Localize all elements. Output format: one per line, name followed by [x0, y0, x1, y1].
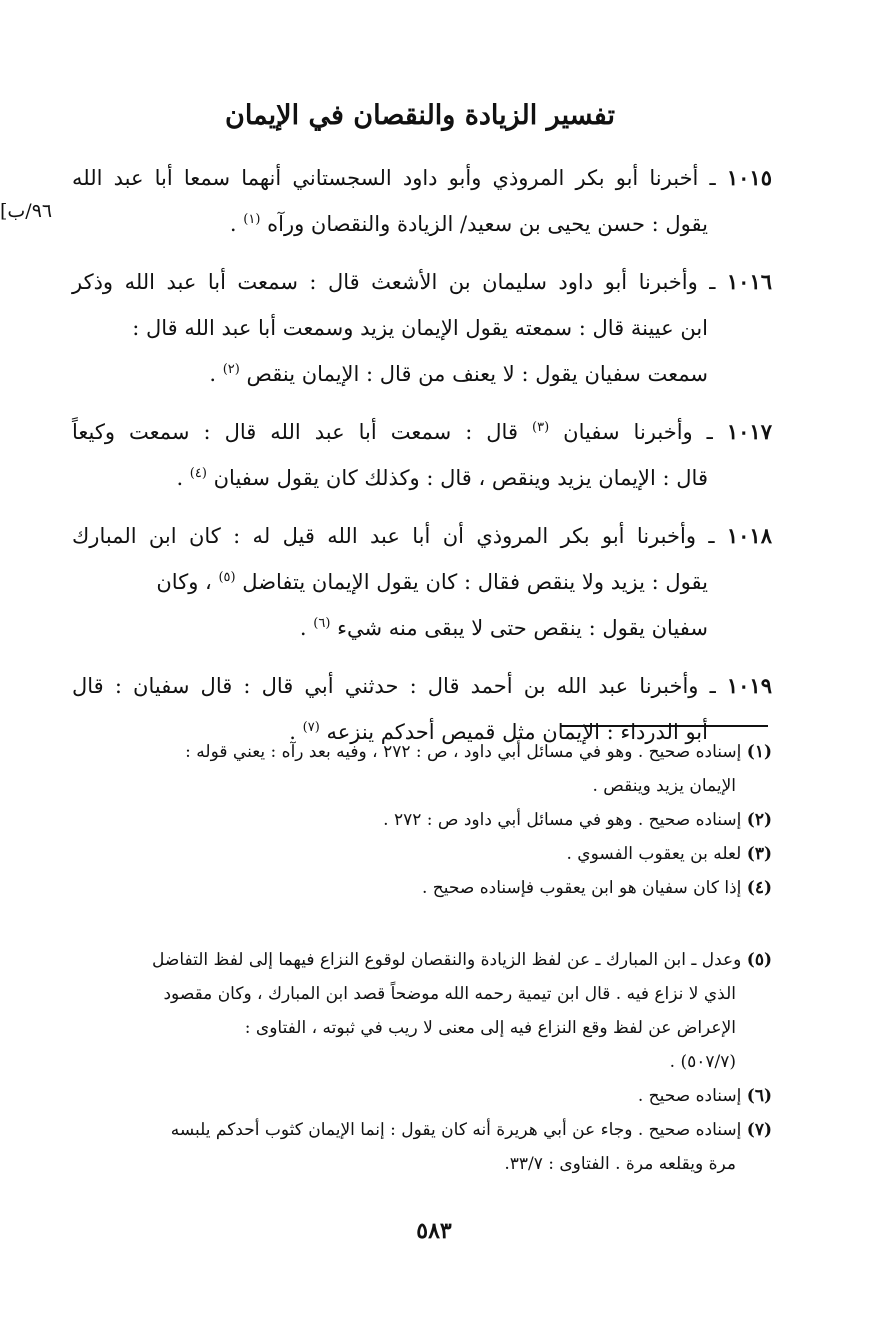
footnote-number: (٦) — [746, 1086, 772, 1106]
footnote-number: (٢) — [746, 810, 772, 830]
narration-first-line — [72, 513, 772, 559]
footnote-first-line — [72, 943, 772, 977]
footnote-text: وعدل ـ ابن المبارك ـ عن لفظ الزيادة والنقصان لوقوع النزاع فيهما إلى لفظ التفاضل — [152, 950, 742, 970]
narration-1015 — [72, 155, 772, 247]
narration-line — [72, 351, 772, 397]
footnote-ref[interactable]: (٤) — [189, 466, 207, 481]
footnotes — [72, 735, 772, 1181]
footnote-text: إسناده صحيح . وهو في مسائل أبي داود ص : ٢٧٢ . — [383, 810, 742, 830]
running-title: تفسير الزيادة والنقصان في الإيمان — [225, 100, 615, 131]
narration-1017 — [72, 409, 772, 501]
footnote-ref[interactable]: (٢) — [222, 362, 240, 377]
footnote-4 — [72, 871, 772, 905]
footnote-first-line — [72, 735, 772, 769]
footnote-ref[interactable]: (٧) — [302, 720, 320, 735]
footnote-3 — [72, 837, 772, 871]
footnote-text: لعله بن يعقوب الفسوي . — [566, 844, 742, 864]
narration-text: قال : الإيمان يزيد وينقص ، قال : وكذلك كان يقول سفيان — [213, 466, 708, 490]
footnote-text: مرة ويقلعه مرة . الفتاوى : ٣٣/٧. — [504, 1154, 736, 1174]
narration-number: ١٠١٧ — [726, 419, 772, 444]
narration-number: ١٠١٩ — [726, 673, 772, 698]
footnote-text: (٥٠٧/٧) . — [669, 1052, 736, 1072]
footnote-first-line — [72, 837, 772, 871]
footnote-2 — [72, 803, 772, 837]
footnote-number: (٤) — [746, 878, 772, 898]
page-number: ٥٨٣ — [416, 1218, 452, 1244]
punctuation: . — [299, 616, 314, 640]
punctuation: . — [289, 720, 303, 744]
footnote-text: الإعراض عن لفظ وقع النزاع فيه إلى معنى لا ريب في ثبوته ، الفتاوى : — [244, 1018, 736, 1038]
narration-text: يقول : حسن يحيى بن سعيد/ الزيادة والنقصان ورآه — [267, 212, 708, 236]
footnote-number: (١) — [746, 742, 772, 762]
narration-first-line — [72, 259, 772, 305]
footnote-separator — [560, 725, 768, 727]
narration-text: يقول : يزيد ولا ينقص فقال : كان يقول الإيمان يتفاضل — [242, 570, 708, 594]
narration-text: ـ وأخبرنا أبو بكر المروذي أن أبا عبد الله قيل له : كان ابن المبارك — [72, 524, 715, 548]
footnote-number: (٣) — [746, 844, 772, 864]
narration-first-line — [72, 409, 772, 455]
narration-text: ـ وأخبرنا أبو داود سليمان بن الأشعث قال : سمعت أبا عبد الله وذكر — [72, 270, 716, 294]
footnote-first-line — [72, 1079, 772, 1113]
main-text — [72, 155, 772, 767]
narration-line — [72, 201, 772, 247]
narration-number: ١٠١٨ — [726, 523, 772, 548]
footnote-6 — [72, 1079, 772, 1113]
footnote-text: إسناده صحيح . وجاء عن أبي هريرة أنه كان يقول : إنما الإيمان كثوب أحدكم يلبسه — [170, 1120, 742, 1140]
footnote-text: الذي لا نزاع فيه . قال ابن تيمية رحمه الله موضحاً قصد ابن المبارك ، وكان مقصود — [163, 984, 736, 1004]
footnote-ref[interactable]: (٣) — [532, 420, 550, 435]
footnote-gap — [72, 905, 772, 943]
narration-first-line — [72, 663, 772, 709]
narration-text: ـ أخبرنا أبو بكر المروذي وأبو داود السجستاني أنهما سمعا أبا عبد الله — [72, 166, 716, 190]
narration-1018 — [72, 513, 772, 651]
footnote-text: إسناده صحيح . وهو في مسائل أبي داود ، ص : ٢٧٢ ، وفيه بعد رآه : يعني قوله : — [185, 742, 742, 762]
narration-first-line — [72, 155, 772, 201]
narration-number: ١٠١٦ — [726, 269, 773, 294]
margin-folio-note: [٩٦/ب — [0, 200, 53, 222]
narration-text: ، وكان — [156, 570, 219, 594]
narration-text: سمعت سفيان يقول : لا يعنف من قال : الإيمان ينقص — [246, 362, 708, 386]
footnote-first-line — [72, 871, 772, 905]
narration-line — [72, 559, 772, 605]
narration-line — [72, 305, 772, 351]
narration-text: قال : سمعت أبا عبد الله قال : سمعت وكيعاً — [72, 420, 518, 444]
footnote-first-line — [72, 803, 772, 837]
narration-text: ـ وأخبرنا عبد الله بن أحمد قال : حدثني أبي قال : قال سفيان : قال — [72, 674, 716, 698]
narration-line — [72, 455, 772, 501]
footnote-number: (٧) — [746, 1120, 772, 1140]
footnote-ref[interactable]: (٦) — [313, 616, 331, 631]
narration-line — [72, 605, 772, 651]
footnote-ref[interactable]: (٥) — [218, 570, 236, 585]
footnote-text: إسناده صحيح . — [637, 1086, 742, 1106]
narration-text: ـ وأخبرنا سفيان — [563, 420, 713, 444]
footnote-ref[interactable]: (١) — [243, 212, 261, 227]
footnote-7 — [72, 1113, 772, 1181]
narration-number: ١٠١٥ — [726, 165, 772, 190]
footnote-text: الإيمان يزيد وينقص . — [592, 776, 736, 796]
footnote-number: (٥) — [746, 950, 772, 970]
narration-text: سفيان يقول : ينقص حتى لا يبقى منه شيء — [337, 616, 708, 640]
punctuation: . — [229, 212, 244, 236]
punctuation: . — [176, 466, 190, 490]
footnote-first-line — [72, 1113, 772, 1147]
narration-text: ابن عيينة قال : سمعته يقول الإيمان يزيد وسمعت أبا عبد الله قال : — [132, 316, 708, 340]
punctuation: . — [209, 362, 223, 386]
narration-1016 — [72, 259, 772, 397]
footnote-text: إذا كان سفيان هو ابن يعقوب فإسناده صحيح . — [422, 878, 742, 898]
narration-text: أبو الدرداء : الإيمان مثل قميص أحدكم ينزعه — [326, 720, 708, 744]
footnote-5 — [72, 943, 772, 1079]
footnote-1 — [72, 735, 772, 803]
